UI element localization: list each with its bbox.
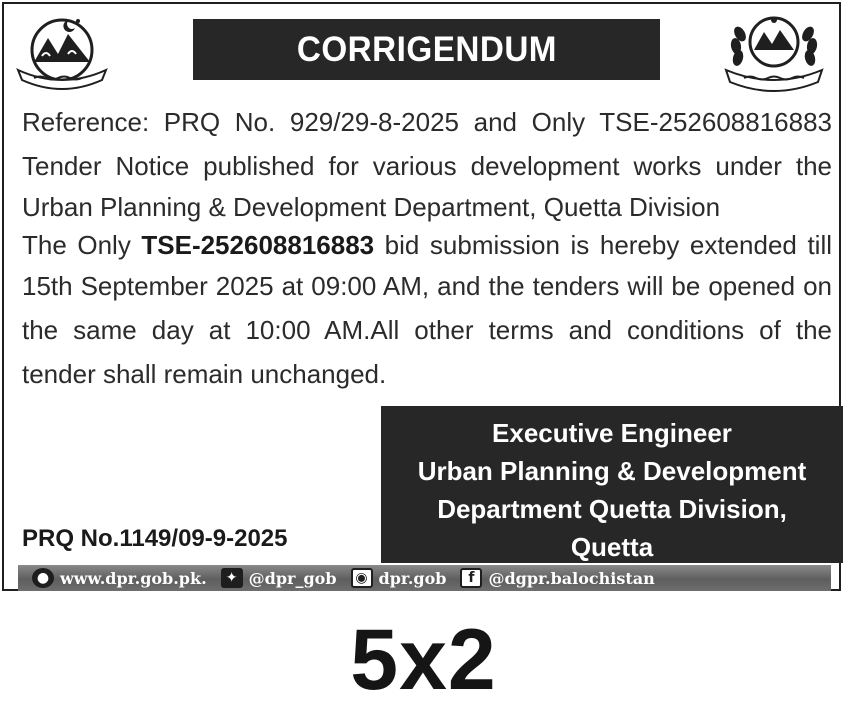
signatory-line-2: Urban Planning & Development — [417, 456, 807, 486]
corrigendum-advertisement — [2, 2, 841, 591]
website-item[interactable] — [32, 568, 207, 588]
tender-number: TSE-252608816883 — [141, 230, 375, 260]
signatory-line-4: Quetta — [570, 532, 654, 562]
notice-title: CORRIGENDUM — [296, 29, 557, 69]
balochistan-emblem-left-logo — [14, 10, 110, 92]
prq-number: PRQ No.1149/09-9-2025 — [22, 525, 288, 552]
website-text: www.dpr.gob.pk. — [60, 568, 207, 588]
signatory-line-1: Executive Engineer — [492, 418, 732, 448]
notice-line-4 — [22, 226, 832, 264]
title-banner — [193, 19, 660, 80]
reference-line: Reference: PRQ No. 929/29-8-2025 and Only TSE-252608816883 — [22, 107, 832, 137]
social-media-bar — [18, 565, 831, 591]
notice-line-4-prefix: The Only — [22, 230, 142, 260]
notice-line-6: the same day at 10:00 AM.All other terms and conditions of the — [22, 315, 832, 345]
twitter-handle: @dpr_gob — [248, 568, 337, 588]
dgpr-emblem-right-logo — [718, 8, 830, 92]
notice-body — [22, 100, 832, 396]
ad-size-label: 5x2 — [350, 612, 497, 708]
instagram-icon: ◉ — [351, 568, 373, 588]
signatory-line-3: Department Quetta Division, — [437, 494, 787, 524]
facebook-handle: @dgpr.balochistan — [488, 568, 655, 588]
instagram-handle: dpr.gob — [378, 568, 447, 588]
notice-line-7: tender shall remain unchanged. — [22, 359, 387, 389]
instagram-item[interactable] — [351, 568, 447, 588]
twitter-item[interactable] — [221, 568, 337, 588]
globe-icon: ● — [32, 568, 54, 588]
notice-line-4-suffix: bid submission is hereby extended till — [374, 230, 832, 260]
notice-line-5: 15th September 2025 at 09:00 AM, and the tenders will be opened on — [22, 271, 832, 301]
facebook-item[interactable] — [460, 568, 654, 588]
twitter-icon: ✦ — [221, 568, 243, 588]
signatory-box — [381, 406, 843, 563]
facebook-icon: f — [460, 568, 482, 588]
notice-line-2: Tender Notice published for various development works under the — [22, 151, 832, 181]
notice-line-3: Urban Planning & Development Department, Quetta Division — [22, 192, 721, 222]
